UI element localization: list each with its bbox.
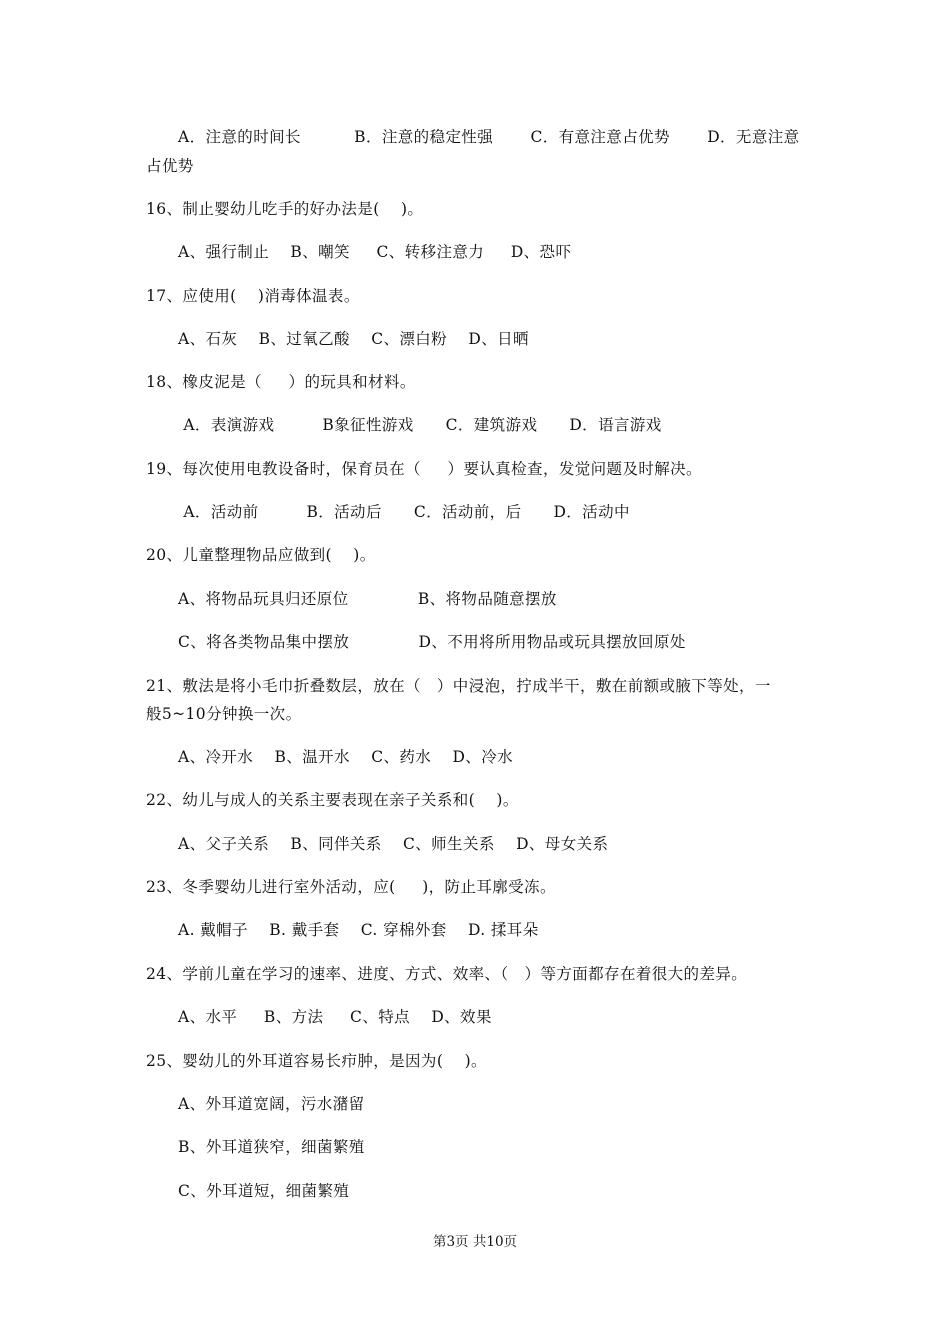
options-17: A、石灰 B、过氧乙酸 C、漂白粉 D、日晒 — [178, 330, 529, 348]
option-line-continuation: 占优势 — [146, 157, 194, 175]
question-24: 24、学前儿童在学习的速率、进度、方式、效率、（ ）等方面都存在着很大的差异。 — [146, 965, 748, 983]
question-22: 22、幼儿与成人的关系主要表现在亲子关系和( )。 — [146, 791, 519, 809]
options-18: A．表演游戏 B象征性游戏 C．建筑游戏 D．语言游戏 — [178, 416, 662, 434]
question-20: 20、儿童整理物品应做到( )。 — [146, 546, 376, 564]
question-21: 21、敷法是将小毛巾折叠数层，放在（ ）中浸泡，拧成半干，敷在前额或腋下等处，一 — [146, 677, 771, 695]
options-20-row1: A、将物品玩具归还原位 B、将物品随意摆放 — [178, 590, 557, 608]
options-20-row2: C、将各类物品集中摆放 D、不用将所用物品或玩具摆放回原处 — [178, 633, 686, 651]
options-19: A．活动前 B．活动后 C．活动前，后 D．活动中 — [178, 503, 630, 521]
question-16: 16、制止婴幼儿吃手的好办法是( )。 — [146, 200, 424, 218]
option-25-c: C、外耳道短，细菌繁殖 — [178, 1182, 350, 1200]
question-17: 17、应使用( )消毒体温表。 — [146, 287, 360, 305]
options-23: A. 戴帽子 B. 戴手套 C. 穿棉外套 D. 揉耳朵 — [178, 921, 539, 939]
options-21: A、冷开水 B、温开水 C、药水 D、冷水 — [178, 748, 513, 766]
option-25-a: A、外耳道宽阔，污水潴留 — [178, 1095, 365, 1113]
question-23: 23、冬季婴幼儿进行室外活动，应( )，防止耳廓受冻。 — [146, 878, 556, 896]
options-24: A、水平 B、方法 C、特点 D、效果 — [178, 1008, 492, 1026]
options-22: A、父子关系 B、同伴关系 C、师生关系 D、母女关系 — [178, 835, 609, 853]
question-19: 19、每次使用电教设备时，保育员在（ ）要认真检查，发觉问题及时解决。 — [146, 460, 702, 478]
question-21-continuation: 般5~10分钟换一次。 — [146, 705, 302, 723]
page-footer: 第3页 共10页 — [432, 1234, 518, 1250]
option-line: A．注意的时间长 B．注意的稳定性强 C．有意注意占优势 D．无意注意 — [178, 128, 800, 146]
options-16: A、强行制止 B、嘲笑 C、转移注意力 D、恐吓 — [178, 243, 572, 261]
option-25-b: B、外耳道狭窄，细菌繁殖 — [178, 1138, 365, 1156]
question-18: 18、橡皮泥是（ ）的玩具和材料。 — [146, 373, 416, 391]
question-25: 25、婴幼儿的外耳道容易长疖肿，是因为( )。 — [146, 1052, 487, 1070]
